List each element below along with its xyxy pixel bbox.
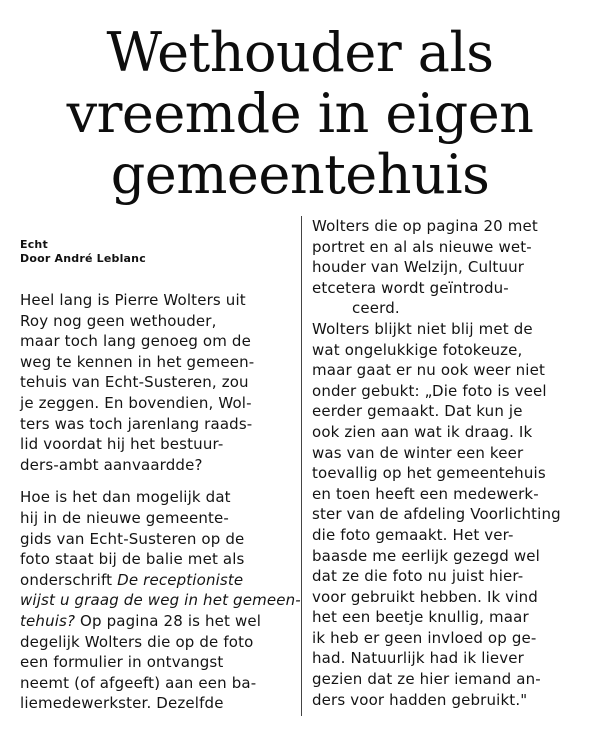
text-line: ook zien aan wat ik draag. Ik: [312, 422, 533, 441]
text-line: portret en al als nieuwe wet-: [312, 237, 532, 256]
caption-quote: wijst u graag de weg in het gemeen-: [20, 591, 301, 610]
article-byline: [20, 238, 146, 266]
article-column-left: [20, 290, 301, 714]
text-line: tehuis van Echt-Susteren, zou: [20, 373, 249, 392]
text-line: lid voordat hij het bestuur-: [20, 435, 224, 454]
text-line: je zeggen. En bovendien, Wol-: [20, 393, 252, 412]
text-line: en toen heeft een medewerk-: [312, 484, 539, 503]
text-line: ster van de afdeling Voorlichting: [312, 505, 561, 524]
headline-line-3: gemeentehuis: [110, 143, 490, 206]
headline-line-1: Wethouder als: [106, 21, 494, 84]
text-line: weg te kennen in het gemeen-: [20, 352, 255, 371]
text-line: Wolters die op pagina 20 met: [312, 217, 538, 235]
caption-intro: onderschrift: [20, 570, 113, 589]
article-headline: [40, 22, 560, 205]
text-line: Heel lang is Pierre Wolters uit: [20, 291, 246, 309]
byline-author: Door André Leblanc: [20, 252, 146, 265]
text-line: Roy nog geen wethouder,: [20, 311, 217, 330]
text-line: was van de winter een keer: [312, 443, 524, 462]
text-line: ders voor hadden gebruikt.": [312, 690, 528, 709]
text-line: het een beetje knullig, maar: [312, 608, 529, 627]
text-line: ters was toch jarenlang raads-: [20, 414, 253, 433]
text-line: [20, 611, 295, 632]
text-line: dat ze die foto nu juist hier-: [312, 567, 524, 586]
text-line: baasde me eerlijk gezegd wel: [312, 546, 540, 565]
text-line: liemedewerkster. Dezelfde: [20, 694, 224, 713]
headline-line-2: vreemde in eigen: [66, 82, 534, 145]
caption-quote: De receptioniste: [117, 570, 244, 589]
text-line: voor gebruikt hebben. Ik vind: [312, 587, 538, 606]
paragraph-gap: [20, 475, 295, 487]
text-line: Hoe is het dan mogelijk dat: [20, 488, 231, 507]
caption-after: Op pagina 28 is het wel: [80, 611, 262, 630]
text-line: een formulier in ontvangst: [20, 653, 224, 672]
column-divider: [301, 216, 302, 716]
text-line: Wolters blijkt niet blij met de: [312, 319, 533, 338]
caption-quote: tehuis?: [20, 611, 76, 630]
text-line: die foto gemaakt. Het ver-: [312, 525, 514, 544]
text-line: maar toch lang genoeg om de: [20, 332, 251, 351]
text-line: ceerd.: [352, 299, 400, 318]
text-line: houder van Welzijn, Cultuur: [312, 258, 525, 277]
text-line: gids van Echt-Susteren op de: [20, 529, 245, 548]
text-line: wat ongelukkige fotokeuze,: [312, 340, 523, 359]
text-line: gezien dat ze hier iemand an-: [312, 670, 541, 689]
text-line: ders-ambt aanvaardde?: [20, 455, 203, 474]
text-line: hij in de nieuwe gemeente-: [20, 508, 229, 527]
text-line: maar gaat er nu ook weer niet: [312, 361, 546, 380]
text-line: neemt (of afgeeft) aan een ba-: [20, 673, 257, 692]
text-line: degelijk Wolters die op de foto: [20, 632, 254, 651]
text-line: foto staat bij de balie met als: [20, 550, 245, 569]
text-line: eerder gemaakt. Dat kun je: [312, 402, 523, 421]
text-line: toevallig op het gemeentehuis: [312, 464, 546, 483]
article-column-right: [312, 216, 596, 710]
text-line: [20, 570, 295, 591]
byline-location: Echt: [20, 238, 48, 251]
text-line: onder gebukt: „Die foto is veel: [312, 381, 547, 400]
text-line: had. Natuurlijk had ik liever: [312, 649, 524, 668]
text-line: etcetera wordt geïntrodu-: [312, 278, 509, 297]
text-line: ik heb er geen invloed op ge-: [312, 628, 537, 647]
